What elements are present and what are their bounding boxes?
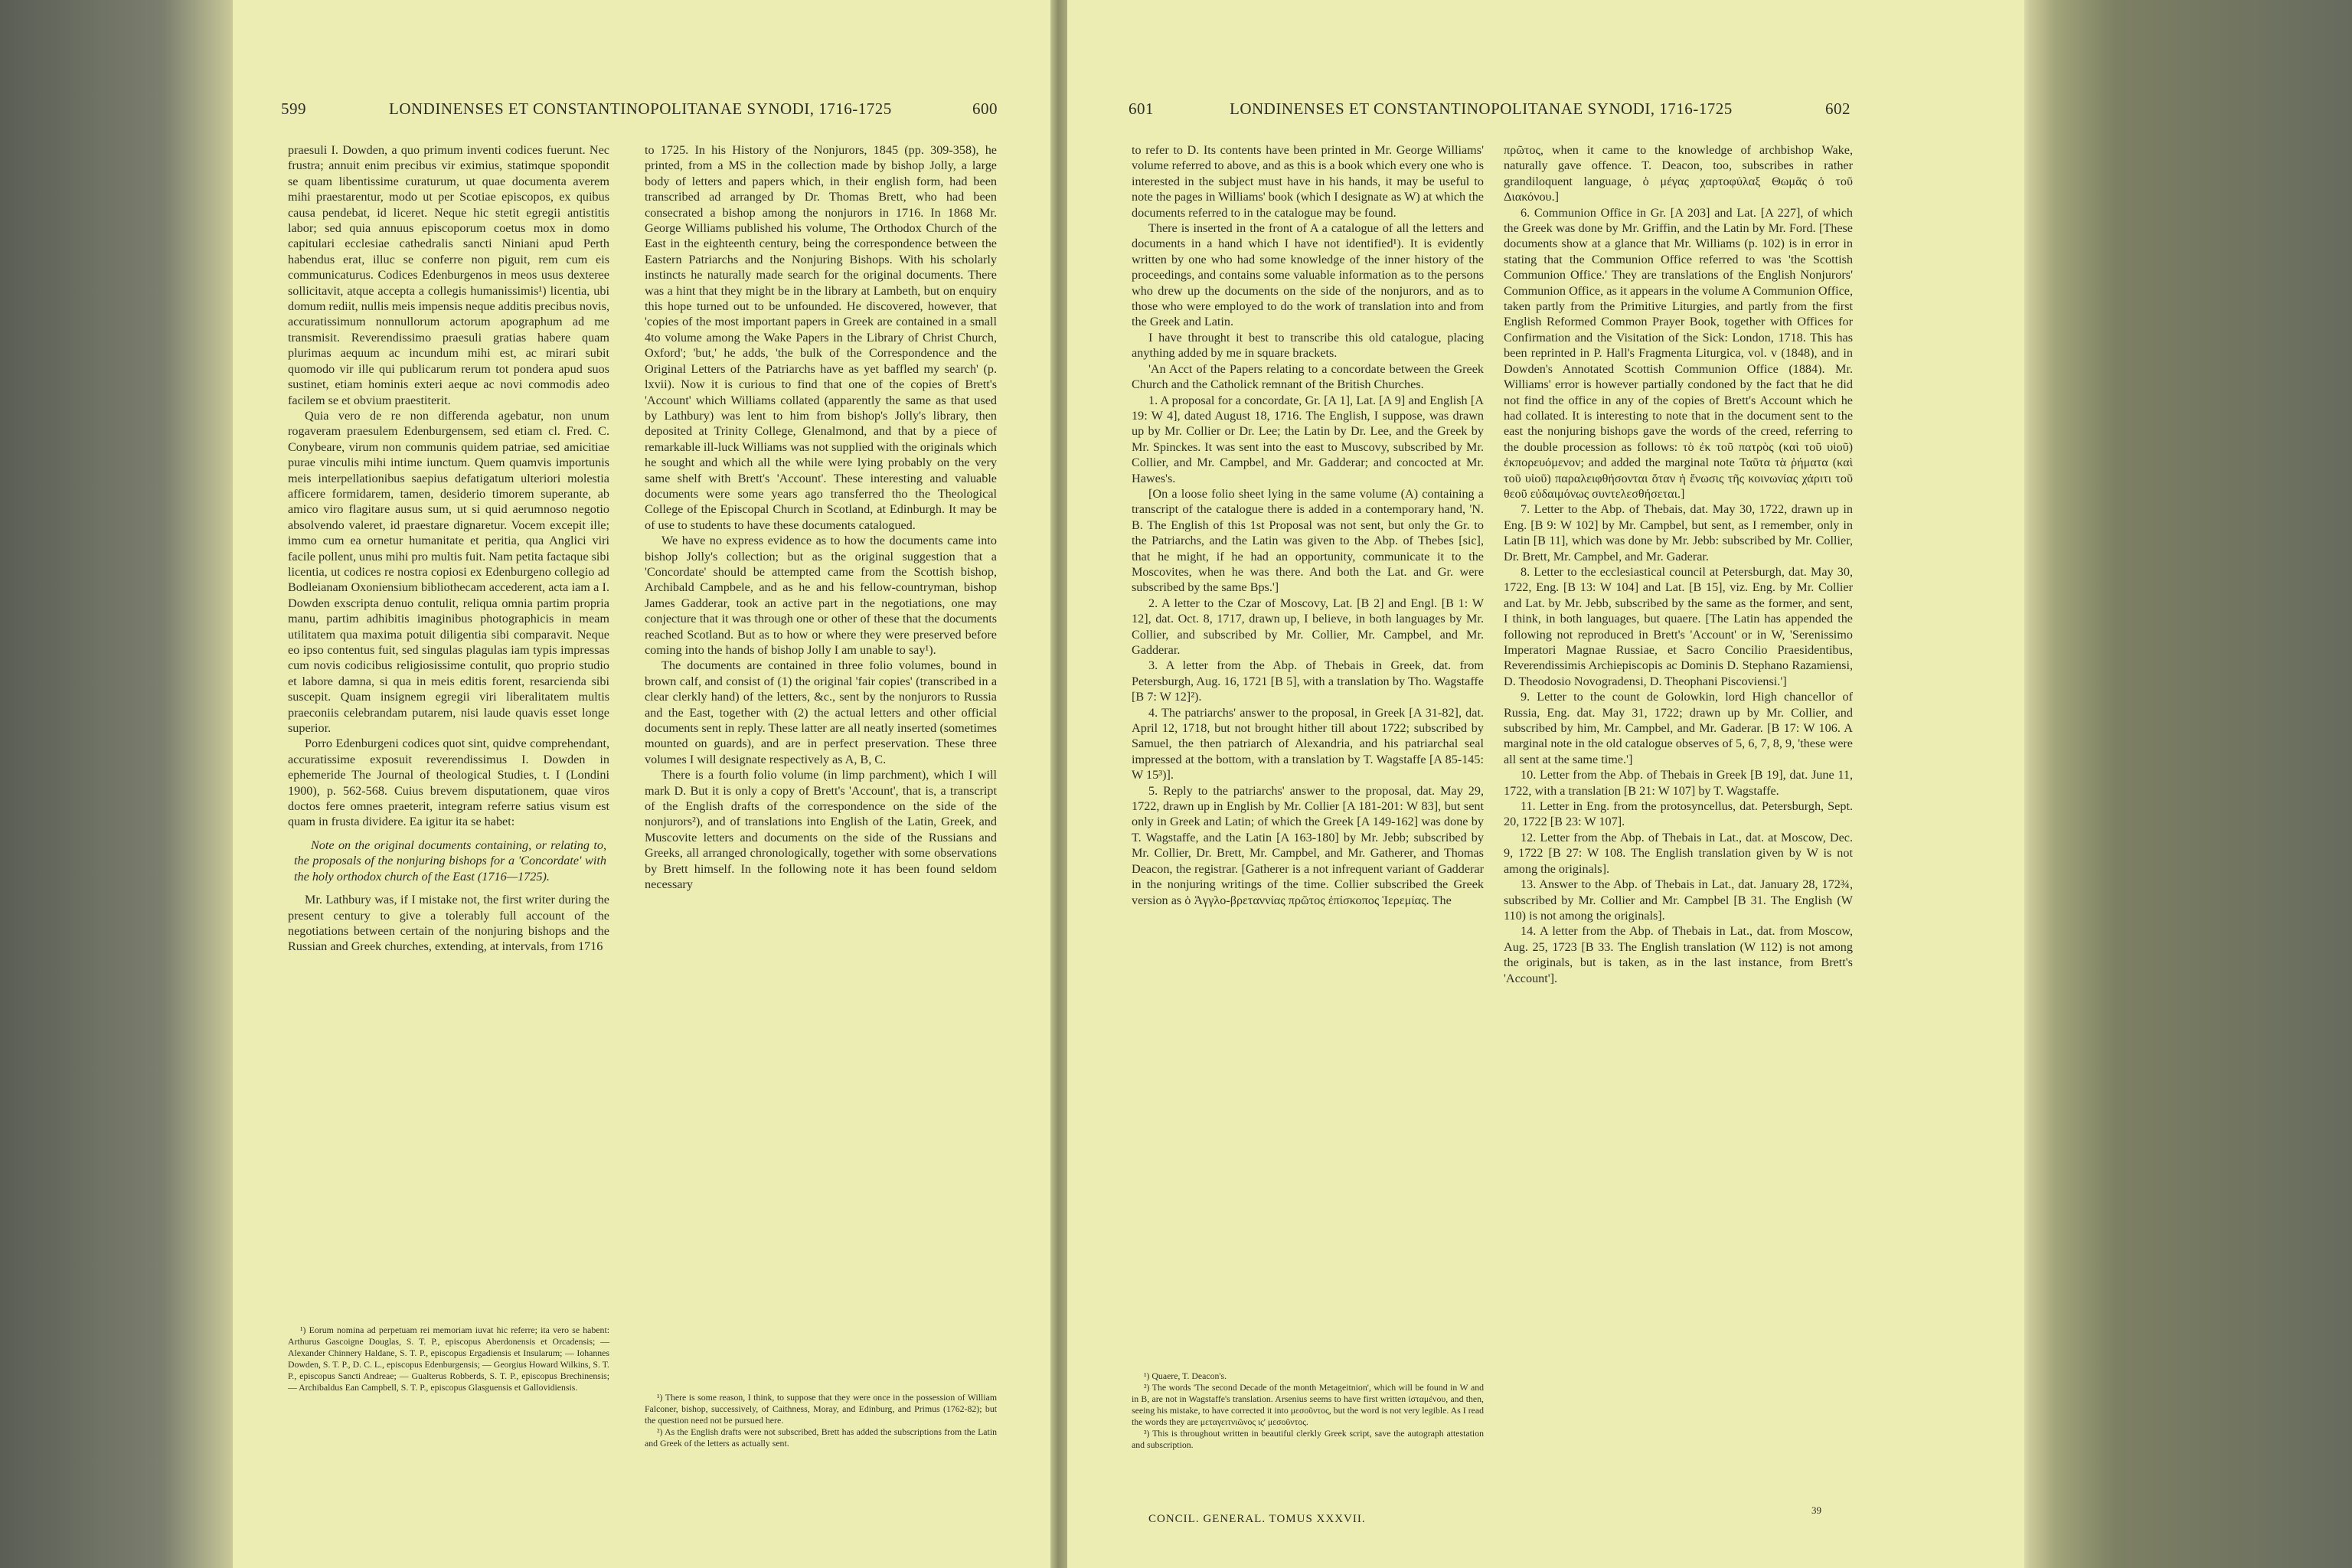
- footnote-text: ¹) There is some reason, I think, to suppose that they were once in the possession of William Falconer, bishop, successively, of Caithness, Moray, and Edinburg, and Primus (1762-82); but the question need not be pursued here.: [645, 1392, 997, 1426]
- paragraph: to 1725. In his History of the Nonjurors, 1845 (pp. 309-358), he printed, from a MS in the collection made by bishop Jolly, a large body of letters and papers which, in their english form, had been transcribed ad arranged by Dr. Thomas Brett, who had been consecrated a bishop among the nonjurors in 1716. In 1868 Mr. George Williams published his volume, The Orthodox Church of the East in the eighteenth century, being the correspondence between the Eastern Patriarchs and the Nonjuring Bishops. With his scholarly instincts he naturally made search for the original documents. There was a hint that they might be in the library at Lambeth, but on enquiry this hope turned out to be unfounded. He discovered, however, that 'copies of the most important papers in Greek are contained in a small 4to volume among the Wake Papers in the Library of Christ Church, Oxford'; 'but,' he adds, 'the bulk of the Correspondence and the Original Letters of the Patriarchs have as yet baffled my search' (p. lxvii). Now it is curious to find that one of the copies of Brett's 'Account' which Williams collated (apparently the same as that used by Lathbury) was lent to him from bishop's Jolly's library, then deposited at Trinity College, Glenalmond, and that by a piece of remarkable ill-luck Williams was not supplied with the originals which he sought and which all the while were lying probably on the very same shelf with Brett's 'Account'. These interesting and valuable documents were some years ago transferred tho the Theological College of the Episcopal Church in Scotland, at Edinburgh. It may be of use to students to have these documents catalogued.: [645, 143, 997, 532]
- paragraph: 7. Letter to the Abp. of Thebais, dat. May 30, 1722, drawn up in Eng. [B 9: W 102] by Mr. Campbel, but sent, as I remember, only in Latin [B 11], which was done by Mr. Jebb: subscribed by Mr. Collier, Dr. Brett, Mr. Campbel, and Mr. Gaderar.: [1504, 502, 1853, 564]
- right-page: [1067, 0, 2024, 1568]
- footnote: [645, 1392, 997, 1449]
- footnote: [288, 1325, 609, 1393]
- paragraph: [On a loose folio sheet lying in the same volume (A) containing a transcript of the catalogue there is added in a contemporary hand, 'N. B. The English of this 1st Proposal was not sent, but only the Gr. to the Patriarchs, and the Latin was given to the Abp. of Thebes [sic], that he might, if he had an opportunity, communicate it to the Moscovites, when he was there. And both the Lat. and Gr. were subscribed by the same Bps.']: [1132, 486, 1484, 595]
- paragraph: I have throught it best to transcribe this old catalogue, placing anything added by me in square brackets.: [1132, 330, 1484, 361]
- paragraph: 'An Acct of the Papers relating to a concordate between the Greek Church and the Catholick remnant of the British Churches.: [1132, 361, 1484, 392]
- sheet-number: 39: [1811, 1504, 1821, 1516]
- paragraph: Mr. Lathbury was, if I mistake not, the first writer during the present century to give a tolerably full account of the negotiations between certain of the nonjuring bishops and the Russian and Greek churches, extending, at intervals, from 1716: [288, 893, 609, 954]
- paragraph: 6. Communion Office in Gr. [A 203] and Lat. [A 227], of which the Greek was done by Mr. Griffin, and the Latin by Mr. Ford. [These documents show at a glance that Mr. Williams (p. 102) is in error in stating that the Communion Office referred to was 'the Scottish Communion Office.' They are translations of the English Nonjurors' Communion Office, as it appears in the volume A Communion Office, taken partly from the Primitive Liturgies, and partly from the first English Reformed Common Prayer Book, together with Offices for Confirmation and the Visitation of the Sick: London, 1718. This has been reprinted in P. Hall's Fragmenta Liturgica, vol. v (1848), and in Dowden's Annotated Scottish Communion Office (1884). Mr. Williams' error is however partially condoned by the fact that he did not find the office in any of the copies of Brett's Account which he had collated. It is interesting to note that in the document sent to the east the nonjuring bishops gave the words of the creed, referring to the double procession as follows: τὸ ἐκ τοῦ πατρὸς (καὶ τοῦ υἱοῦ) ἐκπορευόμενον; and added the marginal note Ταῦτα τὰ ῥήματα (καὶ τοῦ υἱοῦ) παραλειφθήσονται ὅταν ἡ ἕνωσις τῆς κοινωνίας χάριτι τοῦ θεοῦ εὐδαιμόνως συντελεσθήσεται.]: [1504, 205, 1853, 501]
- text-column-2: [1504, 142, 1853, 986]
- text-column-1: [1132, 142, 1484, 908]
- paragraph: 8. Letter to the ecclesiastical council at Petersburgh, dat. May 30, 1722, Eng. [B 13: W 104] and Lat. [B 15], viz. Eng. by Mr. Collier and Lat. by Mr. Jebb, subscribed by the same as the former, and sent, I think, in both languages, but quaere. [The Latin has appended the following not reproduced in Brett's 'Account' or in W, 'Serenissimo Imperatori Magnae Russiae, et Sacro Concilio Praesidentibus, Reverendissimis Archiepiscopis ac Dominis D. Stephano Razamiensi, D. Theodosio Novogradensi, D. Theophani Piscoviensi.']: [1504, 564, 1853, 688]
- paragraph: πρῶτος, when it came to the knowledge of archbishop Wake, naturally gave offence. T. Deacon, too, subscribes in rather grandiloquent language, ὁ μέγας χαρτοφύλαξ Θωμᾶς ὁ τοῦ Διακόνου.]: [1504, 143, 1853, 204]
- footnote-text: ¹) Quaere, T. Deacon's.: [1144, 1370, 1227, 1381]
- text-column-1: [288, 142, 609, 955]
- paragraph: 5. Reply to the patriarchs' answer to the proposal, dat. May 29, 1722, drawn up in English by Mr. Collier [A 181-201: W 83], but sent only in Greek and Latin; of which the Greek [A 149-162] was done by T. Wagstaffe, and the Latin [A 163-180] by Mr. Jebb; subscribed by Mr. Collier, Dr. Brett, Mr. Campbel, and Mr. Gatherer, and Thomas Deacon, the registrar. [Gatherer is a not infrequent variant of Gadderar in the nonjuring writings of the time. Collier subscribed the Greek version as ὁ Ἀγγλο-βρεταννίας πρῶτος ἐπίσκοπος Ἱερεμίας. The: [1132, 783, 1484, 907]
- paragraph: There is inserted in the front of A a catalogue of all the letters and documents in a hand which I have not identified¹). It is evidently written by one who had some knowledge of the inner history of the proceedings, and contains some valuable information as to the persons who drew up the documents on the side of the nonjurors, and as to those who were employed to do the work of translation into and from the Greek and Latin.: [1132, 221, 1484, 329]
- book-edge-left: [0, 0, 233, 1568]
- paragraph: 3. A letter from the Abp. of Thebais in Greek, dat. from Petersburgh, Aug. 16, 1721 [B 5], with a translation by Tho. Wagstaffe [B 7: W 12]²).: [1132, 658, 1484, 704]
- footnote: [1132, 1370, 1484, 1451]
- page-number: 602: [1825, 100, 1851, 118]
- paragraph: We have no express evidence as to how the documents came into bishop Jolly's collection; but as the original suggestion that a 'Concordate' should be attempted came from the Scottish bishop, Archibald Campbele, and as he and his fellow-countryman, bishop James Gadderar, took an active part in the negotiations, one may conjecture that it was through one or other of these that the documents reached Scotland. But as to how or where they were preserved before coming into the hands of bishop Jolly I am unable to say¹).: [645, 534, 997, 657]
- paragraph: 13. Answer to the Abp. of Thebais in Lat., dat. January 28, 172¾, subscribed by Mr. Collier and Mr. Campbel [B 31. The English (W 110) is not among the originals].: [1504, 877, 1853, 923]
- text-column-2: [645, 142, 997, 893]
- running-header: LONDINENSES ET CONSTANTINOPOLITANAE SYNODI, 1716-1725: [1230, 100, 1733, 118]
- footnote-text: ²) The words 'The second Decade of the month Metageitnion', which will be found in W and in B, are not in Wagstaffe's translation. Arsenius seems to have first written ἱσταμένου, and then, seeing his mistake, to have corrected it into μεσοῦντος, but the word is not very legible. As I read the words they are μεταγειτνιῶνος ις' μεσοῦντος.: [1132, 1382, 1484, 1427]
- subheading: Note on the original documents containing, or relating to, the proposals of the nonjuring bishops for a 'Concordate' with the holy orthodox church of the East (1716—1725).: [294, 838, 606, 884]
- signature-mark: CONCIL. GENERAL. TOMUS XXXVII.: [1148, 1513, 1366, 1525]
- paragraph: praesuli I. Dowden, a quo primum inventi codices fuerunt. Nec frustra; annuit enim precibus vir eximius, statimque spopondit se quam libentissime curaturum, ut quae documenta averem mihi praestarentur, modo ut per Scotiae episcopos, ex quibus causa pendebat, id liceret. Neque hic stetit egregii antistitis labor; sed quia annuus episcoporum coetus mox in domo capitulari ecclesiae cathedralis sancti Niniani apud Perth habendus erat, illuc se conferre non piguit, rem cum eis communicaturus. Codices Edenburgenos in meos usus dexteree sollicitavit, atque accepta a collegis humanissimis¹) licentia, ubi domum rediit, nullis meis impensis neque additis precibus novis, accuratissimum nonnullorum actorum apographum ad me transmisit. Reverendissimo praesuli gratias habere quam plurimas aequum ac incundum mihi est, ac mirari subit quomodo vir ille qui publicarum rerum tot pondera apud suos sustinet, etiam hominis exteri aeque ac novi commodis adeo facilem se et obvium praestiterit.: [288, 143, 609, 407]
- running-header: LONDINENSES ET CONSTANTINOPOLITANAE SYNODI, 1716-1725: [389, 100, 892, 118]
- paragraph: 14. A letter from the Abp. of Thebais in Lat., dat. from Moscow, Aug. 25, 1723 [B 33. The English translation (W 112) is not among the originals, but is taken, as in the last instance, from Brett's 'Account'].: [1504, 924, 1853, 985]
- footnote-text: ²) As the English drafts were not subscribed, Brett has added the subscriptions from the Latin and Greek of the letters as actually sent.: [645, 1426, 997, 1449]
- paragraph: There is a fourth folio volume (in limp parchment), which I will mark D. But it is only a copy of Brett's 'Account', that is, a transcript of the English drafts of the correspondence on the side of the nonjurors²), and of translations into English of the Latin, Greek, and Muscovite letters and documents on the side of the Russians and Greeks, all arranged chronologically, together with some observations by Brett himself. In the following note it has been found seldom necessary: [645, 768, 997, 892]
- paragraph: 9. Letter to the count de Golowkin, lord High chancellor of Russia, Eng. dat. May 31, 1722; drawn up by Mr. Collier, and subscribed by him, Mr. Campbel, and Mr. Gaderar. [B 17: W 106. A marginal note in the old catalogue observes of 5, 6, 7, 8, 9, 'these were all sent at the same time.']: [1504, 690, 1853, 766]
- book-gutter: [1050, 0, 1067, 1568]
- paragraph: Quia vero de re non differenda agebatur, non unum rogaveram praesulem Edenburgensem, sed etiam cl. Fred. C. Conybeare, virum non communis quidem patriae, sed amicitiae purae vinculis mihi intime iunctum. Quem quamvis importunis meis interpellationibus saepius defatigatum ulteriori molestia afficere formidarem, tamen, desiderio timorem superante, ab amico viro flagitare ausus sum, ut si quid aerumnoso negotio absolvendo valeret, id praestare dignaretur. Vocem excepit ille; immo cum ea ornetur humanitate et peritia, qua Anglici viri facile pollent, unus mihi pro multis fuit. Nam petita factaque sibi licentia, ut codices re nostra copiosi ex Edenburgeno collegio ad Bodleianam Oxoniensium bibliothecam accederent, acta iam a I. Dowden exscripta denuo contulit, reliqua omnia partim propria manu, partim adhibitis imaginibus photographicis in meam utilitatem qua maxima potuit diligentia sibi comparavit. Neque eo ipso contentus fuit, sed singulas plagulas iam typis impressas cum novis codicibus religiosissime contulit, quo proprio studio et labore damna, si qua in meis editis forent, resarcienda sibi suscepit. Quam insignem egregii viri liberalitatem multis praeconiis celebrandam putarem, nisi laude quavis esset longe superior.: [288, 408, 609, 736]
- left-page: [233, 0, 1050, 1568]
- paragraph: to refer to D. Its contents have been printed in Mr. George Williams' volume referred to above, and as this is a book which every one who is interested in the subject must have in his hands, it may be useful to note the pages in Williams' book (which I designate as W) at which the documents referred to in the catalogue may be found.: [1132, 143, 1484, 220]
- footnote-text: ¹) Eorum nomina ad perpetuam rei memoriam iuvat hic referre; ita vero se habent: Arthurus Gascoigne Douglas, S. T. P., episcopus Aberdonensis et Orcadensis; — Alexander Chinnery Haldane, S. T. P., episcopus Ergadiensis et Insularum; — Iohannes Dowden, S. T. P., D. C. L., episcopus Edenburgensis; — Georgius Howard Wilkins, S. T. P., episcopus Sancti Andreae; — Gualterus Robberds, S. T. P., episcopus Brechinensis; — Archibaldus Ean Campbell, S. T. P., episcopus Glasguensis et Gallovidiensis.: [288, 1325, 609, 1393]
- page-number: 600: [972, 100, 998, 118]
- paragraph: Porro Edenburgeni codices quot sint, quidve comprehendant, accuratissime exposuit reverendissimus I. Dowden in ephemeride The Journal of theological Studies, t. I (Londini 1900), p. 562-568. Cuius brevem disputationem, quae viros doctos fere omnes praeterit, integram referre satius visum est quam in frusta dividere. Ea igitur ita se habet:: [288, 737, 609, 829]
- footnote-text: ³) This is throughout written in beautiful clerkly Greek script, save the autograph attestation and subscription.: [1132, 1428, 1484, 1450]
- book-edge-right: [2024, 0, 2352, 1568]
- paragraph: 1. A proposal for a concordate, Gr. [A 1], Lat. [A 9] and English [A 19: W 4], dated August 18, 1716. The English, I suppose, was drawn up by Mr. Collier or Dr. Lee; the Latin by Dr. Lee, and the Greek by Mr. Spinckes. It was sent into the east to Muscovy, subscribed by Mr. Collier, and Mr. Campbel, and Mr. Gadderar; and concocted at Mr. Hawes's.: [1132, 393, 1484, 485]
- paragraph: 4. The patriarchs' answer to the proposal, in Greek [A 31-82], dat. April 12, 1718, but not brought hither till about 1722; subscribed by Samuel, the then patriarch of Alexandria, and his patriarchal seal impressed at the bottom, with a translation by T. Wagstaffe [A 85-145: W 15³)].: [1132, 705, 1484, 782]
- paragraph: 10. Letter from the Abp. of Thebais in Greek [B 19], dat. June 11, 1722, with a translation [B 21: W 107] by T. Wagstaffe.: [1504, 768, 1853, 798]
- paragraph: The documents are contained in three folio volumes, bound in brown calf, and consist of (1) the original 'fair copies' (transcribed in a clear clerkly hand) of the letters, &c., sent by the nonjurors to Russia and the East, together with (2) the actual letters and other official documents sent in reply. These latter are all neatly inserted (sometimes mounted on guards), and are in perfect preservation. These three volumes I will designate respectively as A, B, C.: [645, 658, 997, 766]
- paragraph: 12. Letter from the Abp. of Thebais in Lat., dat. at Moscow, Dec. 9, 1722 [B 27: W 108. The English translation given by W is not among the originals].: [1504, 830, 1853, 876]
- page-number: 601: [1129, 100, 1154, 118]
- paragraph: 11. Letter in Eng. from the protosyncellus, dat. Petersburgh, Sept. 20, 1722 [B 23: W 107].: [1504, 799, 1853, 829]
- paragraph: 2. A letter to the Czar of Moscovy, Lat. [B 2] and Engl. [B 1: W 12], dat. Oct. 8, 1717, drawn up, I believe, in both languages by Mr. Collier, and subscribed by Mr. Collier, Mr. Campbel, and Mr. Gadderar.: [1132, 596, 1484, 657]
- page-number: 599: [281, 100, 306, 118]
